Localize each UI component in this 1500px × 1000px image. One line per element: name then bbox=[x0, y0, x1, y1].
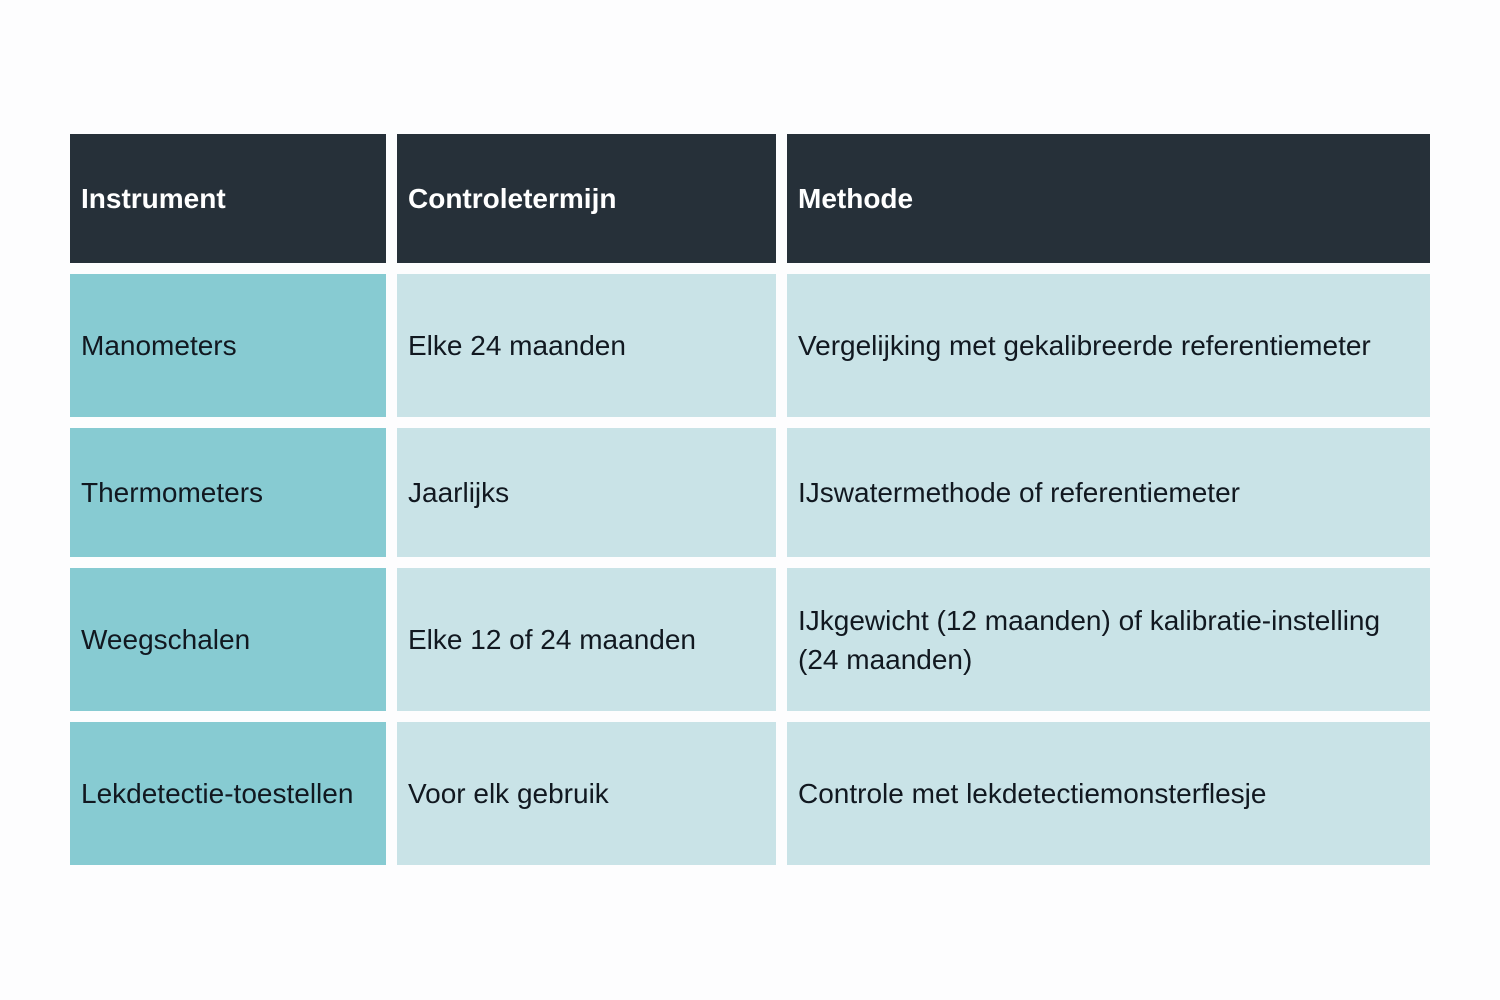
row-manometers-methode: Vergelijking met gekalibreerde referentiemeter bbox=[787, 274, 1430, 417]
header-instrument: Instrument bbox=[70, 134, 386, 263]
row-weegschalen-termijn: Elke 12 of 24 maanden bbox=[397, 568, 776, 711]
row-weegschalen-methode: IJkgewicht (12 maanden) of kalibratie-instelling (24 maanden) bbox=[787, 568, 1430, 711]
header-controletermijn: Controletermijn bbox=[397, 134, 776, 263]
row-lekdetectie-methode: Controle met lekdetectiemonsterflesje bbox=[787, 722, 1430, 865]
row-weegschalen-instrument: Weegschalen bbox=[70, 568, 386, 711]
row-manometers-termijn: Elke 24 maanden bbox=[397, 274, 776, 417]
row-manometers-instrument: Manometers bbox=[70, 274, 386, 417]
row-lekdetectie-instrument: Lekdetectie-toestellen bbox=[70, 722, 386, 865]
calibration-table bbox=[70, 134, 1430, 865]
row-thermometers-methode: IJswatermethode of referentiemeter bbox=[787, 428, 1430, 557]
row-lekdetectie-termijn: Voor elk gebruik bbox=[397, 722, 776, 865]
row-thermometers-instrument: Thermometers bbox=[70, 428, 386, 557]
header-methode: Methode bbox=[787, 134, 1430, 263]
row-thermometers-termijn: Jaarlijks bbox=[397, 428, 776, 557]
